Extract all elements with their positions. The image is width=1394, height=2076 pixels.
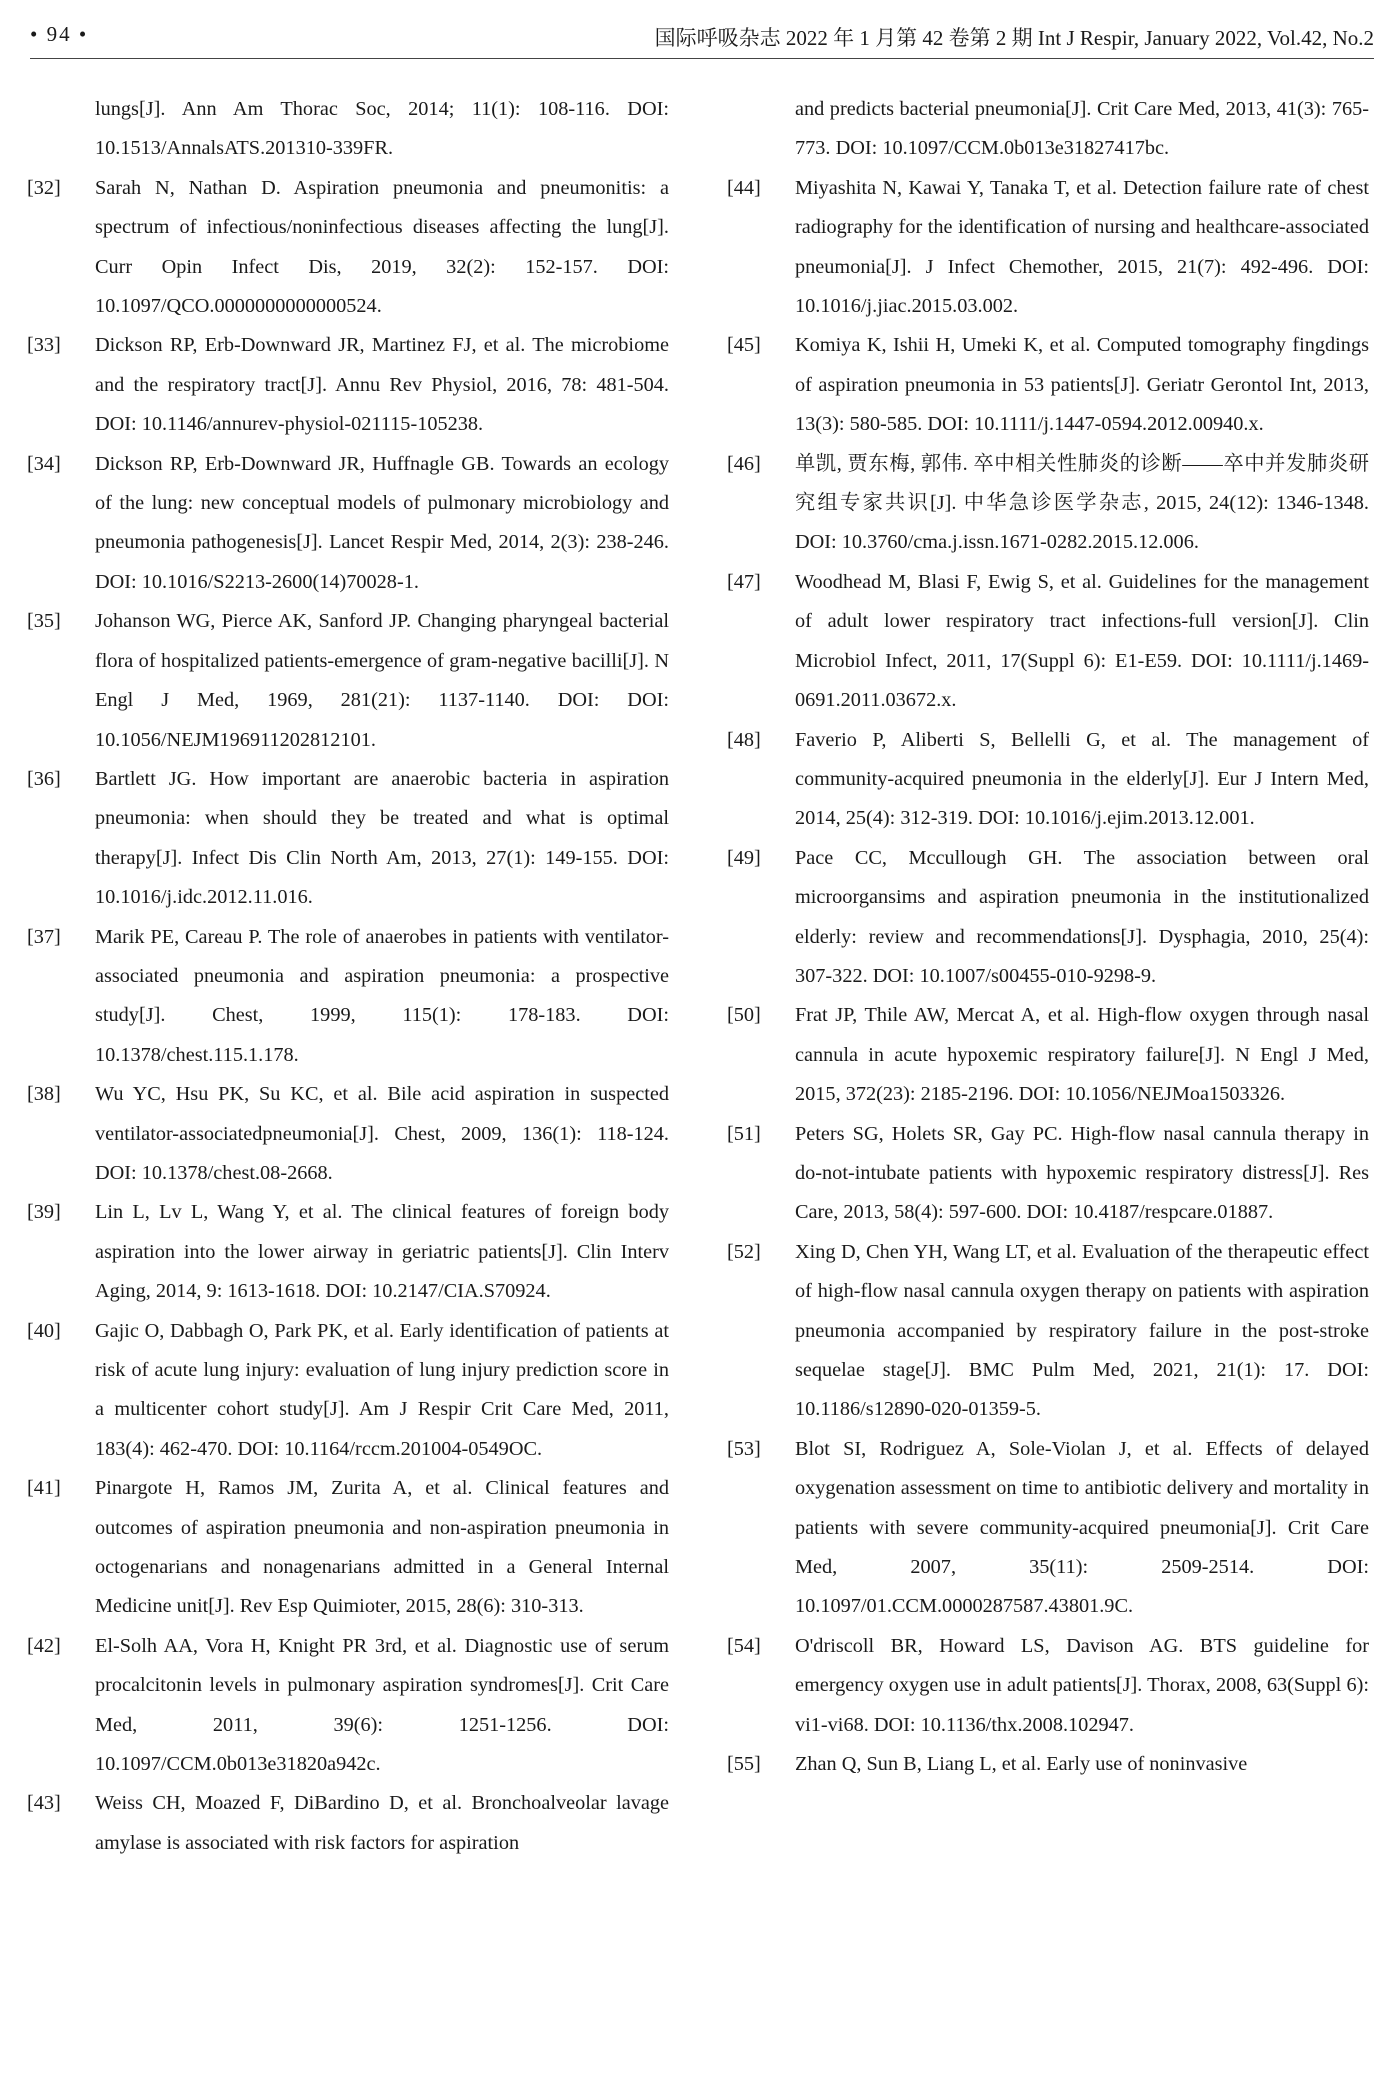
reference-number: [34] [27,452,61,475]
header-rule [30,58,1374,59]
reference-item [27,326,669,444]
reference-text: Wu YC, Hsu PK, Su KC, et al. Bile acid aspiration in suspected ventilator-associatedpneumonia[J]. Chest, 2009, 136(1): 118-124. DOI: 10.1378/chest.08-2668. [95,1083,669,1184]
reference-text: Woodhead M, Blasi F, Ewig S, et al. Guidelines for the management of adult lower respiratory tract infections-full version[J]. Clin Microbiol Infect, 2011, 17(Suppl 6): E1-E59. DOI: 10.1111/j.1469-0691.2011.03672.x. [795,570,1369,712]
reference-number: [48] [727,728,761,751]
reference-number: [47] [727,570,761,593]
journal-running-head: 国际呼吸杂志 2022 年 1 月第 42 卷第 2 期 Int J Respir, January 2022, Vol.42, No.2 [654,26,1374,50]
reference-text: Faverio P, Aliberti S, Bellelli G, et al. The management of community-acquired pneumonia in the elderly[J]. Eur J Intern Med, 2014, 25(4): 312-319. DOI: 10.1016/j.ejim.2013.12.001. [795,728,1369,830]
reference-continuation [27,90,669,169]
reference-number: [39] [27,1201,61,1224]
reference-item [27,1784,669,1863]
reference-number: [45] [727,334,761,357]
reference-item [27,1193,669,1311]
reference-item [727,996,1369,1114]
reference-number: [40] [27,1319,61,1342]
reference-number: [50] [727,1004,761,1027]
reference-number: [41] [27,1477,61,1500]
reference-item [727,1115,1369,1233]
reference-text: Johanson WG, Pierce AK, Sanford JP. Changing pharyngeal bacterial flora of hospitalized patients-emergence of gram-negative bacilli[J]. N Engl J Med, 1969, 281(21): 1137-1140. DOI: DOI: 10.1056/NEJM196911202812101. [95,610,669,751]
reference-number: [44] [727,176,761,199]
reference-text: Zhan Q, Sun B, Liang L, et al. Early use of noninvasive [795,1753,1248,1776]
reference-item [727,1430,1369,1627]
reference-text: Xing D, Chen YH, Wang LT, et al. Evaluation of the therapeutic effect of high-flow nasal cannula oxygen therapy on patients with aspiration pneumonia accompanied by respiratory failure in the post-stroke sequelae stage[J]. BMC Pulm Med, 2021, 21(1): 17. DOI: 10.1186/s12890-020-01359-5. [795,1240,1369,1421]
reference-text: Dickson RP, Erb-Downward JR, Martinez FJ, et al. The microbiome and the respiratory tract[J]. Annu Rev Physiol, 2016, 78: 481-504. DOI: 10.1146/annurev-physiol-021115-105238. [95,334,669,436]
reference-text: Weiss CH, Moazed F, DiBardino D, et al. Bronchoalveolar lavage amylase is associated with risk factors for aspiration [95,1792,669,1854]
reference-item [27,445,669,603]
reference-item [727,326,1369,444]
reference-item [27,602,669,760]
reference-text: O'driscoll BR, Howard LS, Davison AG. BTS guideline for emergency oxygen use in adult patients[J]. Thorax, 2008, 63(Suppl 6): vi1-vi68. DOI: 10.1136/thx.2008.102947. [795,1634,1369,1736]
left-reference-column [27,90,669,1863]
reference-item [727,445,1369,563]
reference-text: Bartlett JG. How important are anaerobic bacteria in aspiration pneumonia: when should they be treated and what is optimal therapy[J]. Infect Dis Clin North Am, 2013, 27(1): 149-155. DOI: 10.1016/j.idc.2012.11.016. [95,767,669,909]
reference-text: Pace CC, Mccullough GH. The association between oral microorgansims and aspiration pneumonia in the institutionalized elderly: review and recommendations[J]. Dysphagia, 2010, 25(4): 307-322. DOI: 10.1007/s00455-010-9298-9. [795,846,1369,987]
reference-item [27,1469,669,1627]
reference-number: [42] [27,1634,61,1657]
page-header [30,22,1374,62]
reference-item [727,1745,1369,1784]
reference-item [727,1627,1369,1745]
reference-number: [49] [727,846,761,869]
reference-number: [51] [727,1122,761,1145]
reference-number: [32] [27,176,61,199]
reference-text: Gajic O, Dabbagh O, Park PK, et al. Early identification of patients at risk of acute lung injury: evaluation of lung injury prediction score in a multicenter cohort study[J]. Am J Respir Crit Care Med, 2011, 183(4): 462-470. DOI: 10.1164/rccm.201004-0549OC. [95,1319,669,1460]
reference-text: Marik PE, Careau P. The role of anaerobes in patients with ventilator-associated pneumonia and aspiration pneumonia: a prospective study[J]. Chest, 1999, 115(1): 178-183. DOI: 10.1378/chest.115.1.178. [95,925,669,1066]
reference-text: Miyashita N, Kawai Y, Tanaka T, et al. Detection failure rate of chest radiography for the identification of nursing and healthcare-associated pneumonia[J]. J Infect Chemother, 2015, 21(7): 492-496. DOI: 10.1016/j.jiac.2015.03.002. [795,176,1369,318]
reference-item [727,839,1369,997]
reference-number: [37] [27,925,61,948]
reference-number: [55] [727,1753,761,1776]
reference-text: lungs[J]. Ann Am Thorac Soc, 2014; 11(1): 108-116. DOI: 10.1513/AnnalsATS.201310-339FR. [95,98,669,160]
reference-text: Lin L, Lv L, Wang Y, et al. The clinical features of foreign body aspiration into the lower airway in geriatric patients[J]. Clin Interv Aging, 2014, 9: 1613-1618. DOI: 10.2147/CIA.S70924. [95,1201,669,1303]
reference-item [27,1312,669,1470]
reference-text: 单凯, 贾东梅, 郭伟. 卒中相关性肺炎的诊断——卒中并发肺炎研究组专家共识[J]. 中华急诊医学杂志, 2015, 24(12): 1346-1348. DOI: 10.3760/cma.j.issn.1671-0282.2015.12.006. [795,452,1369,554]
reference-number: [35] [27,610,61,633]
reference-text: El-Solh AA, Vora H, Knight PR 3rd, et al. Diagnostic use of serum procalcitonin levels in pulmonary aspiration syndromes[J]. Crit Care Med, 2011, 39(6): 1251-1256. DOI: 10.1097/CCM.0b013e31820a942c. [95,1634,669,1776]
reference-text: Blot SI, Rodriguez A, Sole-Violan J, et al. Effects of delayed oxygenation assessment on time to antibiotic delivery and mortality in patients with severe community-acquired pneumonia[J]. Crit Care Med, 2007, 35(11): 2509-2514. DOI: 10.1097/01.CCM.0000287587.43801.9C. [795,1437,1369,1618]
reference-item [27,918,669,1076]
reference-number: [33] [27,334,61,357]
reference-text: and predicts bacterial pneumonia[J]. Crit Care Med, 2013, 41(3): 765-773. DOI: 10.1097/CCM.0b013e31827417bc. [795,98,1369,160]
reference-item [727,563,1369,721]
reference-number: [43] [27,1792,61,1815]
reference-item [27,1075,669,1193]
reference-continuation [727,90,1369,169]
right-reference-column [727,90,1369,1784]
reference-number: [52] [727,1240,761,1263]
reference-text: Frat JP, Thile AW, Mercat A, et al. High-flow oxygen through nasal cannula in acute hypoxemic respiratory failure[J]. N Engl J Med, 2015, 372(23): 2185-2196. DOI: 10.1056/NEJMoa1503326. [795,1004,1369,1106]
reference-number: [38] [27,1083,61,1106]
reference-item [27,1627,669,1785]
reference-number: [54] [727,1634,761,1657]
reference-number: [46] [727,452,761,475]
reference-text: Komiya K, Ishii H, Umeki K, et al. Computed tomography fingdings of aspiration pneumonia in 53 patients[J]. Geriatr Gerontol Int, 2013, 13(3): 580-585. DOI: 10.1111/j.1447-0594.2012.00940.x. [795,334,1369,436]
reference-text: Sarah N, Nathan D. Aspiration pneumonia and pneumonitis: a spectrum of infectious/noninfectious diseases affecting the lung[J]. Curr Opin Infect Dis, 2019, 32(2): 152-157. DOI: 10.1097/QCO.0000000000000524. [95,176,669,318]
page-number: • 94 • [30,22,89,46]
reference-number: [53] [727,1437,761,1460]
reference-item [27,169,669,327]
reference-number: [36] [27,767,61,790]
reference-text: Peters SG, Holets SR, Gay PC. High-flow nasal cannula therapy in do-not-intubate patients with hypoxemic respiratory distress[J]. Res Care, 2013, 58(4): 597-600. DOI: 10.4187/respcare.01887. [795,1122,1369,1224]
reference-text: Pinargote H, Ramos JM, Zurita A, et al. Clinical features and outcomes of aspiration pneumonia and non-aspiration pneumonia in octogenarians and nonagenarians admitted in a General Internal Medicine unit[J]. Rev Esp Quimioter, 2015, 28(6): 310-313. [95,1477,669,1618]
reference-item [727,721,1369,839]
reference-item [727,169,1369,327]
reference-item [27,760,669,918]
reference-text: Dickson RP, Erb-Downward JR, Huffnagle GB. Towards an ecology of the lung: new conceptual models of pulmonary microbiology and pneumonia pathogenesis[J]. Lancet Respir Med, 2014, 2(3): 238-246. DOI: 10.1016/S2213-2600(14)70028-1. [95,452,669,593]
reference-item [727,1233,1369,1430]
